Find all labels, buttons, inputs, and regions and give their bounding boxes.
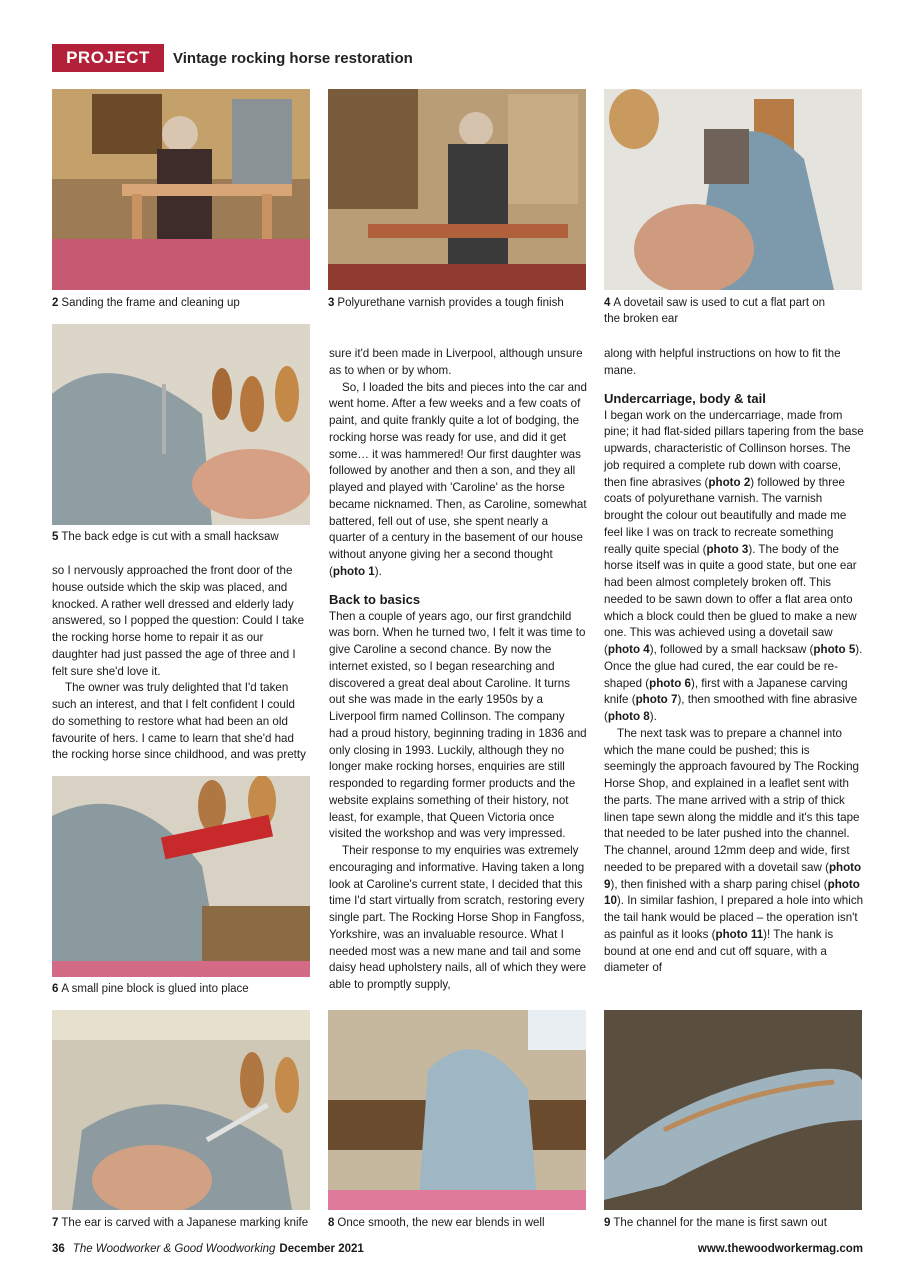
- photo-3-caption: 3 Polyurethane varnish provides a tough finish: [328, 297, 564, 309]
- photo-2-image: [52, 89, 310, 290]
- photo-reference: photo 7: [635, 693, 678, 707]
- photo-reference: photo 5: [813, 643, 856, 656]
- paragraph: The owner was truly delighted that I'd taken such an interest, and that I felt confident I could do something to restore what had been an old favourite of hers. I came to learn that she'd had the rocking horse since childhood, and was pretty: [52, 681, 306, 762]
- magazine-name: The Woodworker & Good Woodworking: [72, 1243, 276, 1255]
- photo-reference: photo 3: [706, 542, 749, 556]
- photo-4-image: [604, 89, 862, 290]
- issue-date: December 2021: [279, 1243, 364, 1255]
- body-column-3: [604, 346, 864, 977]
- paragraph: Their response to my enquiries was extremely encouraging and informative. Having taken a long look at Caroline's current state, I decided that this time I'd start virtually from scratch, restoring every single part. The Rocking Horse Shop in Fangfoss, Yorkshire, was an invaluable resource. What I needed most was a new mane and tail and some daisy head upholstery nails, all of which they were able to promptly supply,: [329, 844, 587, 991]
- section-heading: Back to basics: [329, 591, 421, 607]
- website-url[interactable]: www.thewoodworkermag.com: [697, 1243, 863, 1255]
- photo-reference: photo 8: [607, 710, 650, 723]
- photo-8-caption: 8 Once smooth, the new ear blends in well: [328, 1217, 545, 1229]
- paragraph: I began work on the undercarriage, made from pine; it had flat-sided pillars tapering from the base upwards, characteristic of Collinson horses. The job required a complete rub down with coarse, then fine abrasives (photo 2) followed by three coats of polyurethane varnish. The varnish brought the colour out beautifully and made me feel like I was on track to recreate something really quite special (photo 3). The body of the horse itself was in quite a good state, but one ear had been almost completely broken off. This needed to be sawn down to offer a flat area onto which a block could then be glued to make a new one. This was achieved using a dovetail saw (photo 4), followed by a small hacksaw (photo 5). Once the glue had cured, the ear could be re-shaped (photo 6), first with a Japanese carving knife (photo 7), then smoothed with fine abrasive (photo 8).: [604, 408, 864, 723]
- photo-4-caption: 4 A dovetail saw is used to cut a flat part on the broken ear: [604, 297, 825, 325]
- photo-5-caption: 5 The back edge is cut with a small hacksaw: [52, 531, 279, 543]
- photo-8-image: [328, 1010, 586, 1210]
- page-number: 36: [52, 1243, 65, 1255]
- photo-9-caption: 9 The channel for the mane is first sawn out: [604, 1217, 827, 1229]
- footer-folio: [52, 1243, 364, 1255]
- photo-5-image: [52, 324, 310, 525]
- photo-2-caption: 2 Sanding the frame and cleaning up: [52, 297, 240, 309]
- body-column-2: [329, 346, 587, 994]
- section-tag: PROJECT: [52, 44, 164, 72]
- article-title: Vintage rocking horse restoration: [173, 50, 413, 67]
- photo-7-image: [52, 1010, 310, 1210]
- body-column-1: [52, 563, 310, 764]
- photo-reference: photo 11: [715, 927, 764, 941]
- paragraph: sure it'd been made in Liverpool, although unsure as to when or by whom.: [329, 347, 583, 377]
- paragraph: So, I loaded the bits and pieces into the car and went home. After a few weeks and a few coats of paint, and quite frankly quite a lot of bodging, the rocking horse was ready for use, and did it get some… it was hammered! Our first daughter was followed by another and then a son, and they all played and played with 'Caroline' as the horse became nicknamed. Then, as Caroline, somewhat battered, fell out of use, she spent nearly a quarter of a century in the basement of our house without anyone giving her a second thought (photo 1).: [329, 380, 587, 578]
- photo-7-caption: 7 The ear is carved with a Japanese marking knife: [52, 1217, 309, 1229]
- photo-reference: photo 10: [604, 877, 860, 908]
- paragraph: so I nervously approached the front door of the house outside which the skip was placed, and knocked. A rather well dressed and elderly lady answered, so I popped the question: Could I take the rocking horse home to repair it as our daughter had just passed the age of three and I felt sure she'd love it.: [52, 564, 305, 678]
- photo-3-image: [328, 89, 586, 290]
- photo-6-caption: 6 A small pine block is glued into place: [52, 983, 249, 995]
- photo-reference: photo 6: [649, 676, 691, 690]
- paragraph: along with helpful instructions on how to fit the mane.: [604, 347, 841, 377]
- paragraph: Then a couple of years ago, our first grandchild was born. When he turned two, I felt it was time to give Caroline a second chance. By now the internet existed, so I began researching and discovered a great deal about Caroline. It turns out she was made in the early 1950s by a Liverpool firm named Collinson. The company had a proud history, beginning trading in 1836 and only closing in 1993. Luckily, although they no longer make rocking horses, enquiries are still responded to regarding former products and the website explains something of their history, not least, for example, that Queen Victoria once visited the workshop and was very impressed.: [329, 609, 587, 841]
- photo-reference: photo 4: [607, 643, 650, 656]
- photo-reference: photo 2: [708, 475, 751, 489]
- section-heading: Undercarriage, body & tail: [604, 390, 766, 406]
- photo-6-image: [52, 776, 310, 977]
- photo-reference: photo 9: [604, 860, 862, 891]
- photo-9-image: [604, 1010, 862, 1210]
- paragraph: The next task was to prepare a channel into which the mane could be pushed; this is seemingly the approach favoured by The Rocking Horse Shop, and explained in a leaflet sent with the parts. The mane arrived with a strip of thick linen tape sewn along the middle and it's this tape that needed to be later pushed into the channel. The channel, around 12mm deep and wide, first needed to be prepared with a dovetail saw (photo 9), then finished with a sharp paring chisel (photo 10). In similar fashion, I prepared a hole into which the tail hank would be placed – the operation isn't as painful as it looks (photo 11)! The hank is bound at one end and cut off square, with a diameter of: [604, 726, 864, 975]
